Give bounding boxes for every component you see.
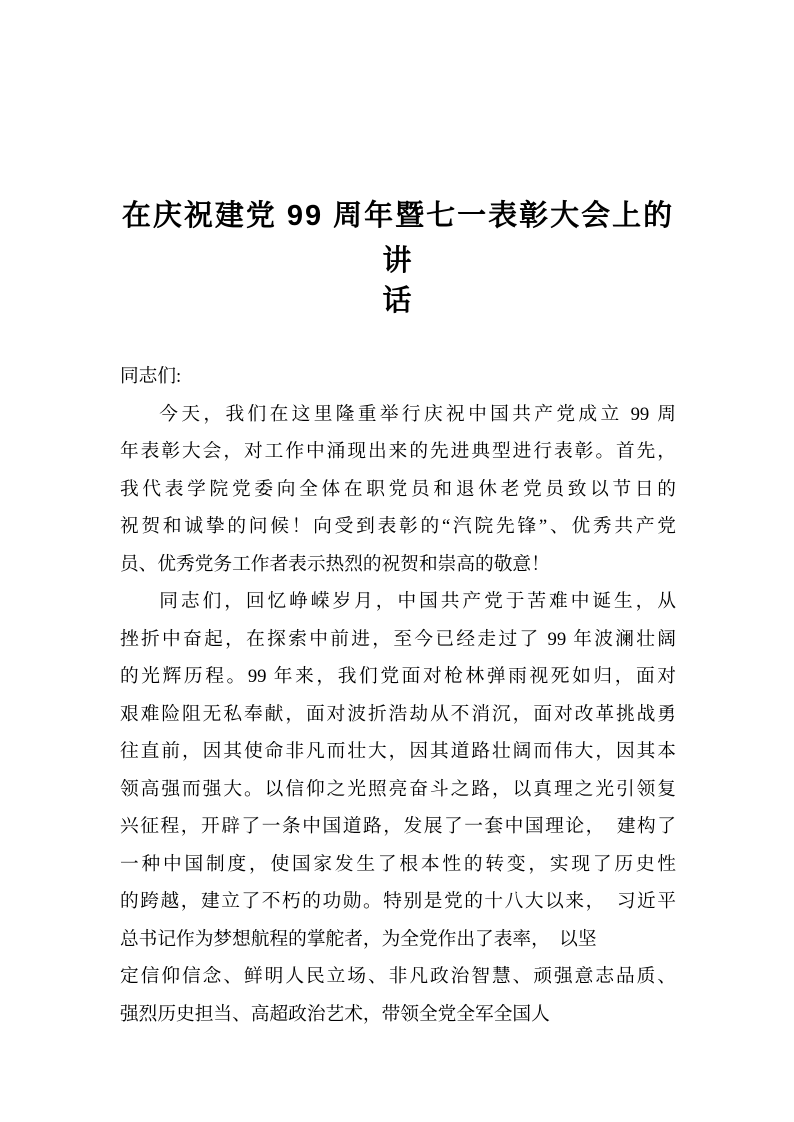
paragraph-1 [120,396,676,584]
text-line: 一种中国制度，使国家发生了根本性的转变，实现了历史性 [120,853,676,875]
text-line: 艰难险阻无私奉献，面对波折浩劫从不消沉，面对改革挑战勇 [120,703,676,725]
paragraph-salutation [120,358,676,396]
text-line: 员、优秀党务工作者表示热烈的祝贺和崇高的敬意！ [120,553,550,575]
text-line: 祝贺和诚挚的问候！向受到表彰的“汽院先锋”、优秀共产党 [120,516,676,537]
title-line-1: 在庆祝建党 99 周年暨七一表彰大会上的 [121,200,675,232]
text-line: 我代表学院党委向全体在职党员和退休老党员致以节日的 [120,478,676,500]
document-title [120,192,676,321]
text-line: 兴征程，开辟了一条中国道路，发展了一套中国理论， 建构了 [120,816,676,837]
text-line: 往直前，因其使命非凡而壮大，因其道路壮阔而伟大，因其本 [120,741,676,762]
text-line: 定信仰信念、鲜明人民立场、非凡政治智慧、顽强意志品质、 [120,966,676,987]
title-line-3: 话 [382,285,414,317]
document-body [120,358,676,1033]
text-line: 总书记作为梦想航程的掌舵者，为全党作出了表率， 以坚 [120,928,597,950]
paragraph-2 [120,583,676,1033]
text-line: 挫折中奋起，在探索中前进，至今已经走过了 99 年波澜壮阔 [120,628,676,650]
text-line: 同志们: [120,366,182,387]
text-line: 同志们，回忆峥嵘岁月，中国共产党于苦难中诞生，从 [159,591,676,612]
title-line-2: 讲 [382,245,414,277]
text-line: 领高强而强大。以信仰之光照亮奋斗之路，以真理之光引领复 [120,778,676,800]
text-line: 强烈历史担当、高超政治艺术，带领全党全军全国人 [120,1003,550,1025]
text-line: 的跨越，建立了不朽的功勋。特别是党的十八大以来， 习近平 [120,891,676,912]
text-line: 今天，我们在这里隆重举行庆祝中国共产党成立 99 周 [159,403,676,425]
text-line: 的光辉历程。99 年来，我们党面对枪林弹雨视死如归，面对 [120,666,676,687]
text-line: 年表彰大会，对工作中涌现出来的先进典型进行表彰。首先， [120,441,676,462]
